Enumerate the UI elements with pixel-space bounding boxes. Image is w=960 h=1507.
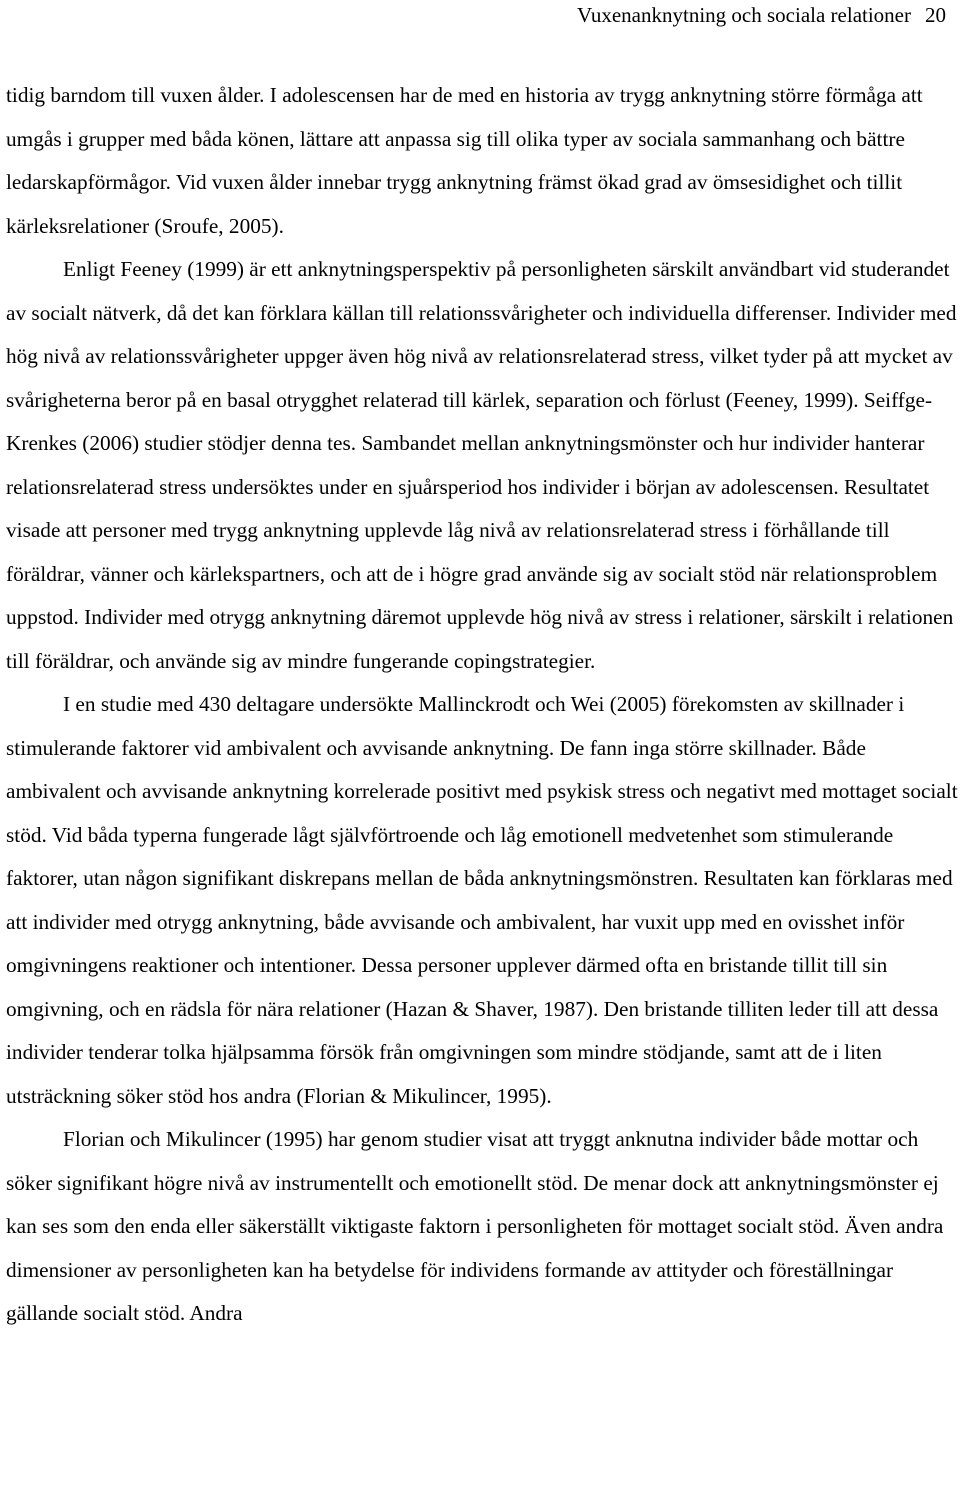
running-header: [577, 2, 946, 28]
paragraph-continued: tidig barndom till vuxen ålder. I adolescensen har de med en historia av trygg anknytning större förmåga att umgås i grupper med båda könen, lättare att anpassa sig till olika typer av sociala sammanhang och bättre ledarskapförmågor. Vid vuxen ålder innebar trygg anknytning främst ökad grad av ömsesidighet och tillit kärleksrelationer (Sroufe, 2005).: [6, 83, 923, 238]
body-text: [6, 74, 958, 1336]
paragraph-feeney: Enligt Feeney (1999) är ett anknytningsperspektiv på personligheten särskilt användbart vid studerandet av socialt nätverk, då det kan förklara källan till relationssvårigheter och individuella differenser. Individer med hög nivå av relationssvårigheter uppger även hög nivå av relationsrelaterad stress, vilket tyder på att mycket av svårigheterna beror på en basal otrygghet relaterad till kärlek, separation och förlust (Feeney, 1999). Seiffge-Krenkes (2006) studier stödjer denna tes. Sambandet mellan anknytningsmönster och hur individer hanterar relationsrelaterad stress undersöktes under en sjuårsperiod hos individer i början av adolescensen. Resultatet visade att personer med trygg anknytning upplevde låg nivå av relationsrelaterad stress i förhållande till föräldrar, vänner och kärlekspartners, och att de i högre grad använde sig av socialt stöd när relationsproblem uppstod. Individer med otrygg anknytning däremot upplevde hög nivå av stress i relationer, särskilt i relationen till föräldrar, och använde sig av mindre fungerande copingstrategier.: [6, 257, 957, 673]
paragraph-florian-mikulincer: Florian och Mikulincer (1995) har genom studier visat att tryggt anknutna individer både mottar och söker signifikant högre nivå av instrumentellt och emotionellt stöd. De menar dock att anknytningsmönster ej kan ses som den enda eller säkerställt viktigaste faktorn i personligheten för mottaget socialt stöd. Även andra dimensioner av personligheten kan ha betydelse för individens formande av attityder och föreställningar gällande socialt stöd. Andra: [6, 1127, 944, 1325]
paragraph-mallinckrodt-wei: I en studie med 430 deltagare undersökte Mallinckrodt och Wei (2005) förekomsten av skillnader i stimulerande faktorer vid ambivalent och avvisande anknytning. De fann inga större skillnader. Både ambivalent och avvisande anknytning korrelerade positivt med psykisk stress och negativt med mottaget socialt stöd. Vid båda typerna fungerade lågt självförtroende och låg emotionell medvetenhet som stimulerande faktorer, utan någon signifikant diskrepans mellan de båda anknytningsmönstren. Resultaten kan förklaras med att individer med otrygg anknytning, både avvisande och ambivalent, har vuxit upp med en ovisshet inför omgivningens reaktioner och intentioner. Dessa personer upplever därmed ofta en bristande tillit till sin omgivning, och en rädsla för nära relationer (Hazan & Shaver, 1987). Den bristande tilliten leder till att dessa individer tenderar tolka hjälpsamma försök från omgivningen som mindre stödjande, samt att de i liten utsträckning söker stöd hos andra (Florian & Mikulincer, 1995).: [6, 692, 958, 1108]
running-title: Vuxenanknytning och sociala relationer: [576, 3, 911, 27]
page-number: 20: [925, 3, 946, 27]
